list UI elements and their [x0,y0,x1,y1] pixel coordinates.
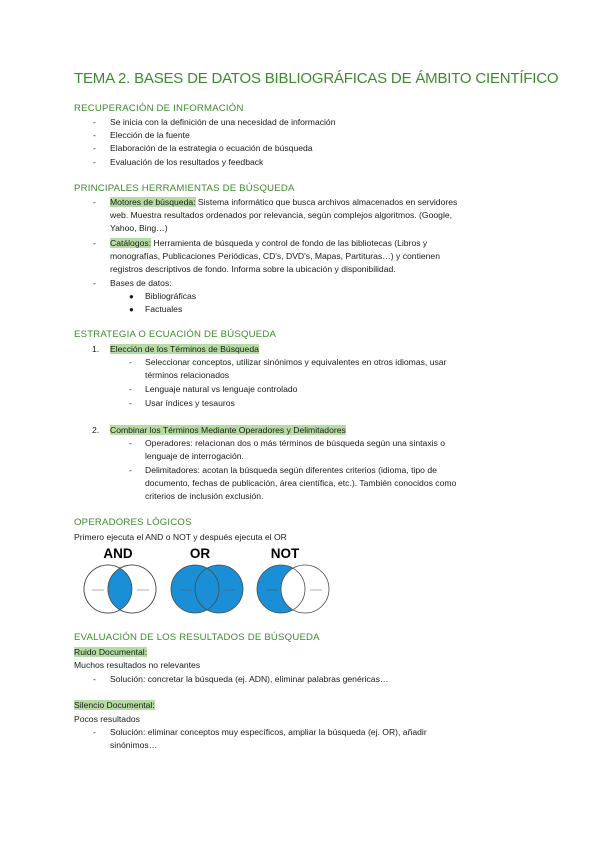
list-item: Usar índices y tesauros [145,398,235,408]
dash-bullet: - [129,398,132,408]
motores-line: web. Muestra resultados ordenados por relevancia, según complejos algoritmos. (Google, [110,210,453,220]
silencio-solution: sinónimos… [110,740,158,750]
list-item: Elección de la fuente [110,130,190,140]
list-item: Operadores: relacionan dos o más términos de búsqueda según una sintaxis o [145,438,446,448]
list-item: Factuales [145,304,183,314]
dash-bullet: - [93,157,96,167]
dash-bullet: - [93,674,96,684]
dash-bullet: - [129,384,132,394]
catalogos-term: Catálogos: [110,238,152,248]
dash-bullet: - [129,465,132,475]
list-item: Seleccionar conceptos, utilizar sinónimos y equivalentes en otros idiomas, usar [145,357,447,367]
ruido-solution: Solución: concretar la búsqueda (ej. ADN), eliminar palabras genéricas… [110,674,389,684]
catalogos-line: registros descriptivos de fondo. Informa sobre la ubicación y disponibilidad. [110,264,396,274]
venn-diagrams [80,562,330,616]
step-number: 1. [92,344,100,354]
bases-label: Bases de datos: [110,278,172,288]
dash-bullet: - [93,197,96,207]
dash-bullet: - [129,438,132,448]
silencio-desc: Pocos resultados [74,714,140,724]
silencio-term-line [74,699,155,711]
venn-and [84,565,156,613]
list-item: Lenguaje natural vs lenguaje controlado [145,384,298,394]
dash-bullet: - [93,117,96,127]
venn-label-and: AND [103,546,133,561]
dash-bullet: - [93,278,96,288]
list-item: términos relacionados [145,370,230,380]
step-label [110,424,346,436]
venn-label-not: NOT [270,546,300,561]
step2-label: Combinar los Términos Mediante Operadores y Delimitadores [110,425,346,435]
venn-not [257,565,329,613]
venn-or [171,565,243,613]
ruido-term: Ruido Documental: [74,647,148,657]
catalogos-line [110,237,427,249]
catalogos-desc: Herramienta de búsqueda y control de fondo de las bibliotecas (Libros y [151,238,428,248]
step-number: 2. [92,425,100,435]
list-item: Evaluación de los resultados y feedback [110,157,264,167]
silencio-term: Silencio Documental: [74,700,155,710]
operadores-intro: Primero ejecuta el AND o NOT y después ejecuta el OR [74,532,287,542]
motores-line [110,196,457,208]
list-item: lenguaje de interrogación. [145,451,244,461]
step-label [110,343,259,355]
dash-bullet: - [129,357,132,367]
catalogos-line: monografías, Publicaciones Periódicas, CD's, DVD's, Mapas, Partituras…) y contienen [110,251,440,261]
list-item: Bibliográficas [145,291,197,301]
round-bullet: ● [129,305,134,314]
silencio-solution: Solución: eliminar conceptos muy específicos, ampliar la búsqueda (ej. OR), añadir [110,727,427,737]
list-item: Elaboración de la estrategia o ecuación de búsqueda [110,143,313,153]
venn-label-or: OR [189,546,211,561]
section-heading-herramientas: PRINCIPALES HERRAMIENTAS DE BÚSQUEDA [74,183,295,194]
list-item: criterios de inclusión exclusión. [145,491,264,501]
motores-desc: Sistema informático que busca archivos almacenados en servidores [195,197,458,207]
list-item: Se inicia con la definición de una necesidad de información [110,117,336,127]
list-item: Delimitadores: acotan la búsqueda según diferentes criterios (idioma, tipo de [145,465,437,475]
dash-bullet: - [93,238,96,248]
ruido-term-line [74,646,147,658]
section-heading-operadores: OPERADORES LÓGICOS [74,517,192,528]
ruido-desc: Muchos resultados no relevantes [74,660,201,670]
section-heading-estrategia: ESTRATEGIA O ECUACIÓN DE BÚSQUEDA [74,329,277,340]
dash-bullet: - [93,130,96,140]
section-heading-evaluacion: EVALUACIÓN DE LOS RESULTADOS DE BÚSQUEDA [74,632,320,643]
section-heading-recuperacion: RECUPERACIÓN DE INFORMACIÓN [74,103,244,114]
dash-bullet: - [93,143,96,153]
dash-bullet: - [93,727,96,737]
motores-term: Motores de búsqueda: [110,197,196,207]
round-bullet: ● [129,292,134,301]
motores-line: Yahoo, Bing…) [110,223,168,233]
page-title: TEMA 2. BASES DE DATOS BIBLIOGRÁFICAS DE ÁMBITO CIENTÍFICO [74,70,559,87]
list-item: documento, fechas de publicación, área científica, etc.). También conocidos como [145,478,457,488]
step1-label: Elección de los Términos de Búsqueda [110,344,259,354]
